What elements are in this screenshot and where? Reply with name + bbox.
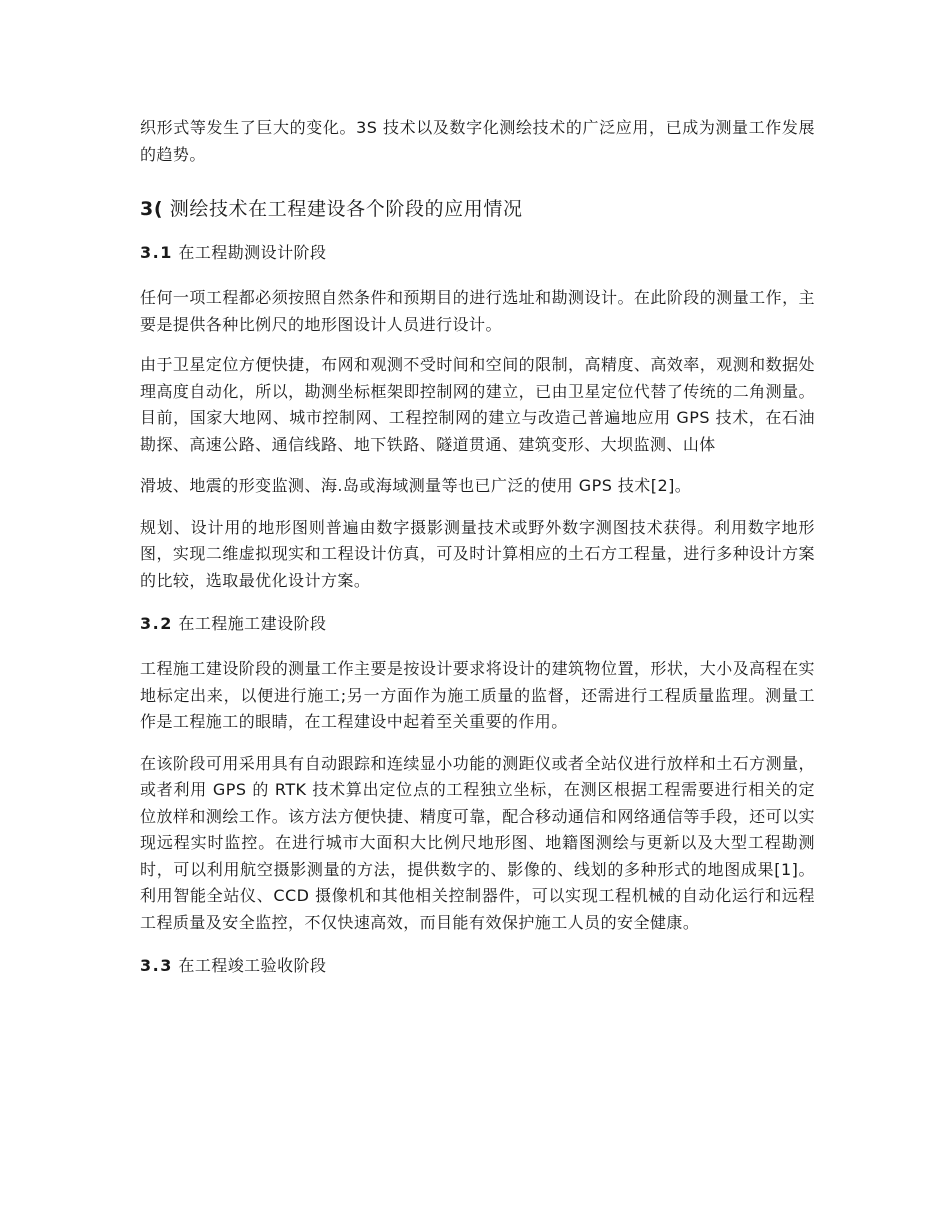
- intro-paragraph: 织形式等发生了巨大的变化。3S 技术以及数字化测绘技术的广泛应用，已成为测量工作发展的趋势。: [140, 118, 815, 164]
- section-3-3-heading: [140, 954, 815, 978]
- section-3-1-paragraph-1: 任何一项工程都必须按照自然条件和预期目的进行选址和勘测设计。在此阶段的测量工作，主要是提供各种比例尺的地形图设计人员进行设计。: [140, 288, 815, 334]
- section-3-1-heading: [140, 241, 815, 265]
- section-3-2-heading: [140, 612, 815, 636]
- section-3-3-title: 在工程竣工验收阶段: [172, 956, 327, 975]
- section-3-1-paragraph-4: 规划、设计用的地形图则普遍由数字摄影测量技术或野外数字测图技术获得。利用数字地形图，实现二维虚拟现实和工程设计仿真，可及时计算相应的土石方工程量，进行多种设计方案的比较，选取最优化设计方案。: [140, 517, 815, 590]
- section-3-1-title: 在工程勘测设计阶段: [172, 243, 327, 262]
- section-3-1-number: 3.1: [140, 243, 173, 262]
- section-3-title: 测绘技术在工程建设各个阶段的应用情况: [163, 198, 523, 220]
- section-3-2-number: 3.2: [140, 614, 173, 633]
- section-3-heading: [140, 195, 815, 223]
- section-3-3-number: 3.3: [140, 956, 173, 975]
- section-3-number: 3(: [140, 198, 164, 220]
- section-3-1-paragraph-2: 由于卫星定位方便快捷，布网和观测不受时间和空间的限制，高精度、高效率，观测和数据处理高度自动化，所以，勘测坐标框架即控制网的建立，已由卫星定位代替了传统的二角测量。目前，国家大地网、城市控制网、工程控制网的建立与改造己普遍地应用 GPS 技术，在石油勘探、高速公路、通信线路、地下铁路、隧道贯通、建筑变形、大坝监测、山体: [140, 355, 815, 454]
- section-3-2-title: 在工程施工建设阶段: [172, 614, 327, 633]
- section-3-2-paragraph-2: 在该阶段可用采用具有自动跟踪和连续显小功能的测距仪或者全站仪进行放样和土石方测量，或者利用 GPS 的 RTK 技术算出定位点的工程独立坐标，在测区根据工程需要进行相关的定位放样和测绘工作。该方法方便快捷、精度可靠，配合移动通信和网络通信等手段，还可以实现远程实时监控。在进行城市大面积大比例尺地形图、地籍图测绘与更新以及大型工程勘测时，可以利用航空摄影测量的方法，提供数字的、影像的、线划的多种形式的地图成果[1]。利用智能全站仪、CCD 摄像机和其他相关控制器件，可以实现工程机械的自动化运行和远程工程质量及安全监控，不仅快速高效，而目能有效保护施工人员的安全健康。: [140, 753, 815, 932]
- section-3-2-paragraph-1: 工程施工建设阶段的测量工作主要是按设计要求将设计的建筑物位置，形状，大小及高程在实地标定出来，以便进行施工;另一方面作为施工质量的监督，还需进行工程质量监理。测量工作是工程施工的眼睛，在工程建设中起着至关重要的作用。: [140, 659, 815, 731]
- section-3-1-paragraph-3: 滑坡、地震的形变监测、海.岛或海域测量等也已广泛的使用 GPS 技术[2]。: [140, 476, 692, 495]
- document-body: [140, 115, 815, 978]
